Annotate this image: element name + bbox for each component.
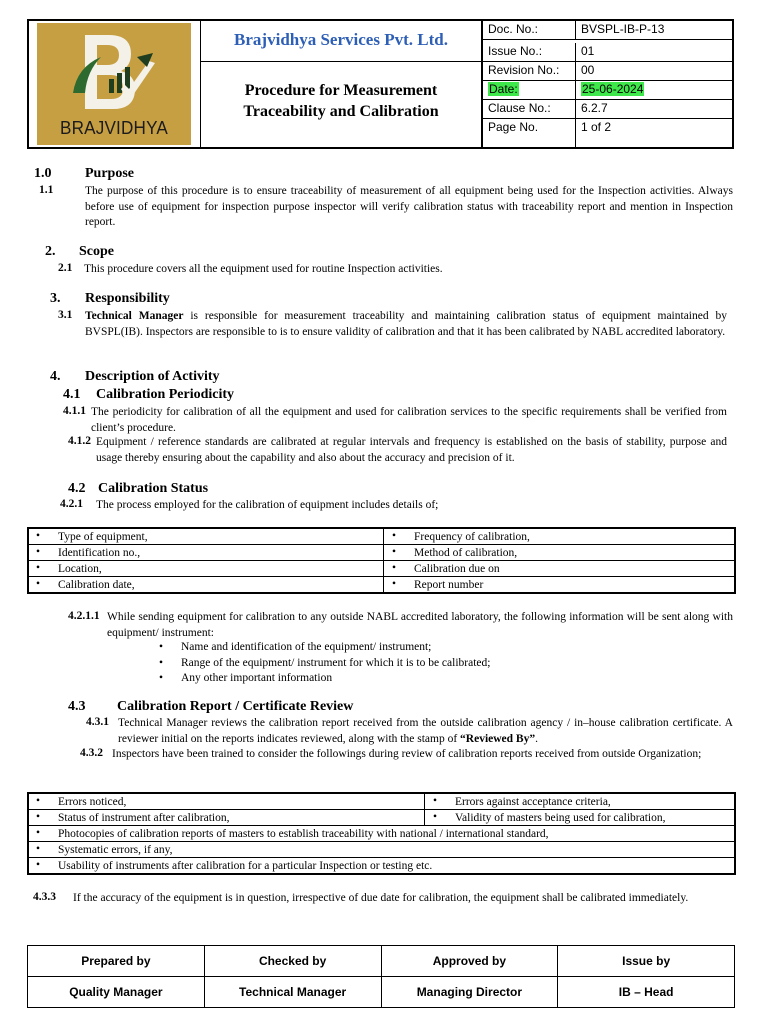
meta-label: Issue No.: bbox=[488, 44, 543, 58]
bullet: • bbox=[159, 656, 164, 669]
cell-text: Status of instrument after calibration, bbox=[58, 811, 230, 824]
bullet: • bbox=[392, 562, 397, 574]
meta-value: 01 bbox=[581, 44, 595, 58]
clause-number: 4.3.1 bbox=[86, 716, 109, 728]
section-number: 2. bbox=[45, 244, 56, 259]
bullet: • bbox=[159, 641, 164, 653]
clause-4-3-1-paragraph bbox=[118, 716, 733, 747]
bullet: • bbox=[392, 546, 397, 558]
bold-text: Technical Manager bbox=[85, 310, 184, 322]
bullet: • bbox=[433, 795, 438, 807]
meta-row-revision-no bbox=[483, 62, 732, 81]
table-row bbox=[28, 810, 735, 826]
clause-number: 4.3.2 bbox=[80, 747, 103, 759]
body-text: . bbox=[535, 732, 538, 745]
table-row bbox=[28, 529, 735, 545]
approval-header-cell: Prepared by bbox=[28, 946, 205, 977]
meta-label: Page No. bbox=[488, 120, 539, 134]
subsection-title-periodicity: Calibration Periodicity bbox=[96, 387, 235, 402]
meta-label: Date: bbox=[489, 82, 518, 96]
cell-text: Usability of instruments after calibration for a particular Inspection or testing etc. bbox=[58, 859, 433, 872]
meta-value: 6.2.7 bbox=[581, 101, 608, 115]
subsection-number: 4.1 bbox=[63, 387, 81, 402]
table-row bbox=[28, 826, 735, 842]
approval-value-cell: Managing Director bbox=[381, 977, 558, 1008]
approval-value-cell: IB – Head bbox=[558, 977, 735, 1008]
bullet: • bbox=[36, 859, 41, 871]
clause-4-3-3-paragraph: If the accuracy of the equipment is in question, irrespective of due date for calibration, the equipment shall be calibrated immediately. bbox=[73, 892, 689, 904]
section-title-activity: Description of Activity bbox=[85, 369, 220, 384]
logo-monogram-icon bbox=[37, 23, 191, 123]
table-cell bbox=[28, 561, 384, 577]
meta-value: BVSPL-IB-P-13 bbox=[581, 22, 665, 36]
list-item-text: Any other important information bbox=[181, 672, 333, 684]
bullet: • bbox=[36, 530, 41, 542]
cell-text: Calibration date, bbox=[58, 578, 135, 591]
table-row bbox=[28, 545, 735, 561]
section-title-purpose: Purpose bbox=[85, 166, 134, 181]
meta-row-clause-no bbox=[483, 100, 732, 119]
subsection-number: 4.2 bbox=[68, 481, 86, 496]
meta-value: 25-06-2024 bbox=[582, 82, 644, 96]
logo-cell bbox=[29, 21, 201, 147]
table-cell bbox=[28, 810, 425, 826]
table-cell bbox=[384, 577, 735, 593]
subsection-title-status: Calibration Status bbox=[98, 481, 209, 496]
section-number: 3. bbox=[50, 291, 61, 306]
table-cell bbox=[28, 842, 735, 858]
table-cell bbox=[425, 810, 735, 826]
meta-label: Doc. No.: bbox=[488, 22, 539, 36]
bullet: • bbox=[159, 672, 164, 684]
clause-4-1-2-paragraph: Equipment / reference standards are calibrated at regular intervals and frequency is established on the basis of stability, purpose and usage thereby ensuring about the capability and also about the accuracy and precision of it. bbox=[96, 436, 727, 464]
bullet: • bbox=[392, 530, 397, 542]
clause-number: 4.2.1 bbox=[60, 498, 83, 510]
approval-value-row bbox=[28, 977, 735, 1008]
table-cell bbox=[425, 794, 735, 810]
responsibility-paragraph bbox=[85, 309, 727, 340]
table-row bbox=[28, 577, 735, 593]
table-cell bbox=[28, 858, 735, 874]
company-name: Brajvidhya Services Pvt. Ltd. bbox=[234, 30, 448, 49]
approval-header-cell: Checked by bbox=[204, 946, 381, 977]
list-item-text: Name and identification of the equipment/ instrument; bbox=[181, 641, 432, 653]
table-row bbox=[28, 794, 735, 810]
clause-number: 4.3.3 bbox=[33, 891, 56, 903]
section-number: 1.0 bbox=[34, 166, 52, 181]
list-item bbox=[159, 640, 719, 656]
clause-number: 2.1 bbox=[58, 262, 73, 274]
approval-header-row bbox=[28, 946, 735, 977]
bullet: • bbox=[36, 827, 41, 839]
scope-paragraph: This procedure covers all the equipment used for routine Inspection activities. bbox=[84, 263, 443, 275]
cell-text: Type of equipment, bbox=[58, 530, 148, 543]
meta-label: Revision No.: bbox=[488, 63, 560, 77]
clause-4-2-1-paragraph: The process employed for the calibration of equipment includes details of; bbox=[96, 499, 439, 511]
review-criteria-table bbox=[27, 793, 735, 874]
section-title-responsibility: Responsibility bbox=[85, 291, 170, 306]
approval-value-cell: Quality Manager bbox=[28, 977, 205, 1008]
clause-4-2-1-1-paragraph: While sending equipment for calibration to any outside NABL accredited laboratory, the following information will be sent along with equipment/ instrument: bbox=[107, 611, 733, 639]
clause-number: 3.1 bbox=[58, 309, 73, 321]
table-cell bbox=[28, 545, 384, 561]
section-number: 4. bbox=[50, 369, 61, 384]
bullet: • bbox=[36, 546, 41, 558]
calibration-details-table bbox=[27, 528, 735, 593]
table-row bbox=[28, 561, 735, 577]
bullet: • bbox=[36, 811, 41, 823]
meta-row-page-no bbox=[483, 119, 732, 147]
table-cell bbox=[384, 545, 735, 561]
list-item bbox=[159, 656, 719, 672]
table-cell bbox=[28, 529, 384, 545]
meta-row-date bbox=[483, 81, 732, 100]
company-logo bbox=[37, 23, 191, 145]
approval-value-cell: Technical Manager bbox=[204, 977, 381, 1008]
meta-row-doc-no bbox=[483, 21, 732, 40]
information-list bbox=[159, 640, 719, 687]
bullet: • bbox=[36, 843, 41, 855]
list-item bbox=[159, 671, 719, 687]
cell-text: Errors noticed, bbox=[58, 795, 127, 808]
cell-text: Errors against acceptance criteria, bbox=[455, 795, 611, 808]
clause-number: 1.1 bbox=[39, 184, 54, 196]
subsection-title-review: Calibration Report / Certificate Review bbox=[117, 699, 354, 714]
bullet: • bbox=[433, 811, 438, 823]
body-text: is responsible for measurement traceability and maintaining calibration status of equipment maintained by BVSPL(IB). Inspectors are responsible to is to ensure validity of calibration and that it has been calibrated by NABL accredited laboratory. bbox=[85, 310, 727, 338]
table-row bbox=[28, 842, 735, 858]
cell-text: Systematic errors, if any, bbox=[58, 843, 173, 856]
document-header bbox=[27, 19, 734, 149]
title-line-2: Traceability and Calibration bbox=[243, 103, 439, 120]
table-cell bbox=[384, 529, 735, 545]
purpose-paragraph: The purpose of this procedure is to ensure traceability of measurement of all equipment being used for the Inspection activities. Always before use of equipment for inspection purpose inspector will verify calibration status with traceability report and mention in Inspection report. bbox=[85, 185, 733, 228]
table-cell bbox=[28, 826, 735, 842]
cell-text: Location, bbox=[58, 562, 102, 575]
table-row bbox=[28, 858, 735, 874]
meta-label: Clause No.: bbox=[488, 101, 551, 115]
table-cell bbox=[384, 561, 735, 577]
approval-table bbox=[27, 945, 735, 1008]
bullet: • bbox=[36, 795, 41, 807]
cell-text: Validity of masters being used for calibration, bbox=[455, 811, 666, 824]
subsection-number: 4.3 bbox=[68, 699, 86, 714]
cell-text: Identification no., bbox=[58, 546, 141, 559]
bullet: • bbox=[392, 578, 397, 590]
body-text: Technical Manager reviews the calibration report received from the outside calibration agency / in–house calibration certificate. A reviewer initial on the reports indicates reviewed, along with the stamp of bbox=[118, 717, 733, 745]
cell-text: Method of calibration, bbox=[414, 546, 518, 559]
meta-value: 00 bbox=[581, 63, 595, 77]
approval-header-cell: Approved by bbox=[381, 946, 558, 977]
clause-number: 4.1.1 bbox=[63, 405, 86, 417]
clause-4-1-1-paragraph: The periodicity for calibration of all the equipment and used for calibration services to the specific requirements shall be verified from client’s procedure. bbox=[91, 406, 727, 434]
title-cell bbox=[201, 62, 483, 147]
section-title-scope: Scope bbox=[79, 244, 114, 259]
cell-text: Photocopies of calibration reports of masters to establish traceability with national / international standard, bbox=[58, 827, 549, 840]
table-cell bbox=[28, 577, 384, 593]
bullet: • bbox=[36, 578, 41, 590]
clause-number: 4.1.2 bbox=[68, 435, 91, 447]
bullet: • bbox=[36, 562, 41, 574]
list-item-text: Range of the equipment/ instrument for which it is to be calibrated; bbox=[181, 656, 491, 669]
meta-value: 1 of 2 bbox=[581, 120, 612, 134]
cell-text: Calibration due on bbox=[414, 562, 500, 575]
bold-text: “Reviewed By” bbox=[460, 732, 536, 745]
cell-text: Report number bbox=[414, 578, 484, 591]
clause-number: 4.2.1.1 bbox=[68, 610, 100, 622]
logo-wordmark: BRAJVIDHYA bbox=[59, 118, 169, 138]
cell-text: Frequency of calibration, bbox=[414, 530, 530, 543]
clause-4-3-2-paragraph: Inspectors have been trained to consider the followings during review of calibration reports received from outside Organization; bbox=[112, 748, 702, 760]
company-cell bbox=[201, 21, 483, 62]
approval-header-cell: Issue by bbox=[558, 946, 735, 977]
meta-row-issue-no bbox=[483, 43, 732, 62]
table-cell bbox=[28, 794, 425, 810]
title-line-1: Procedure for Measurement bbox=[244, 82, 438, 99]
document-title bbox=[201, 80, 481, 122]
